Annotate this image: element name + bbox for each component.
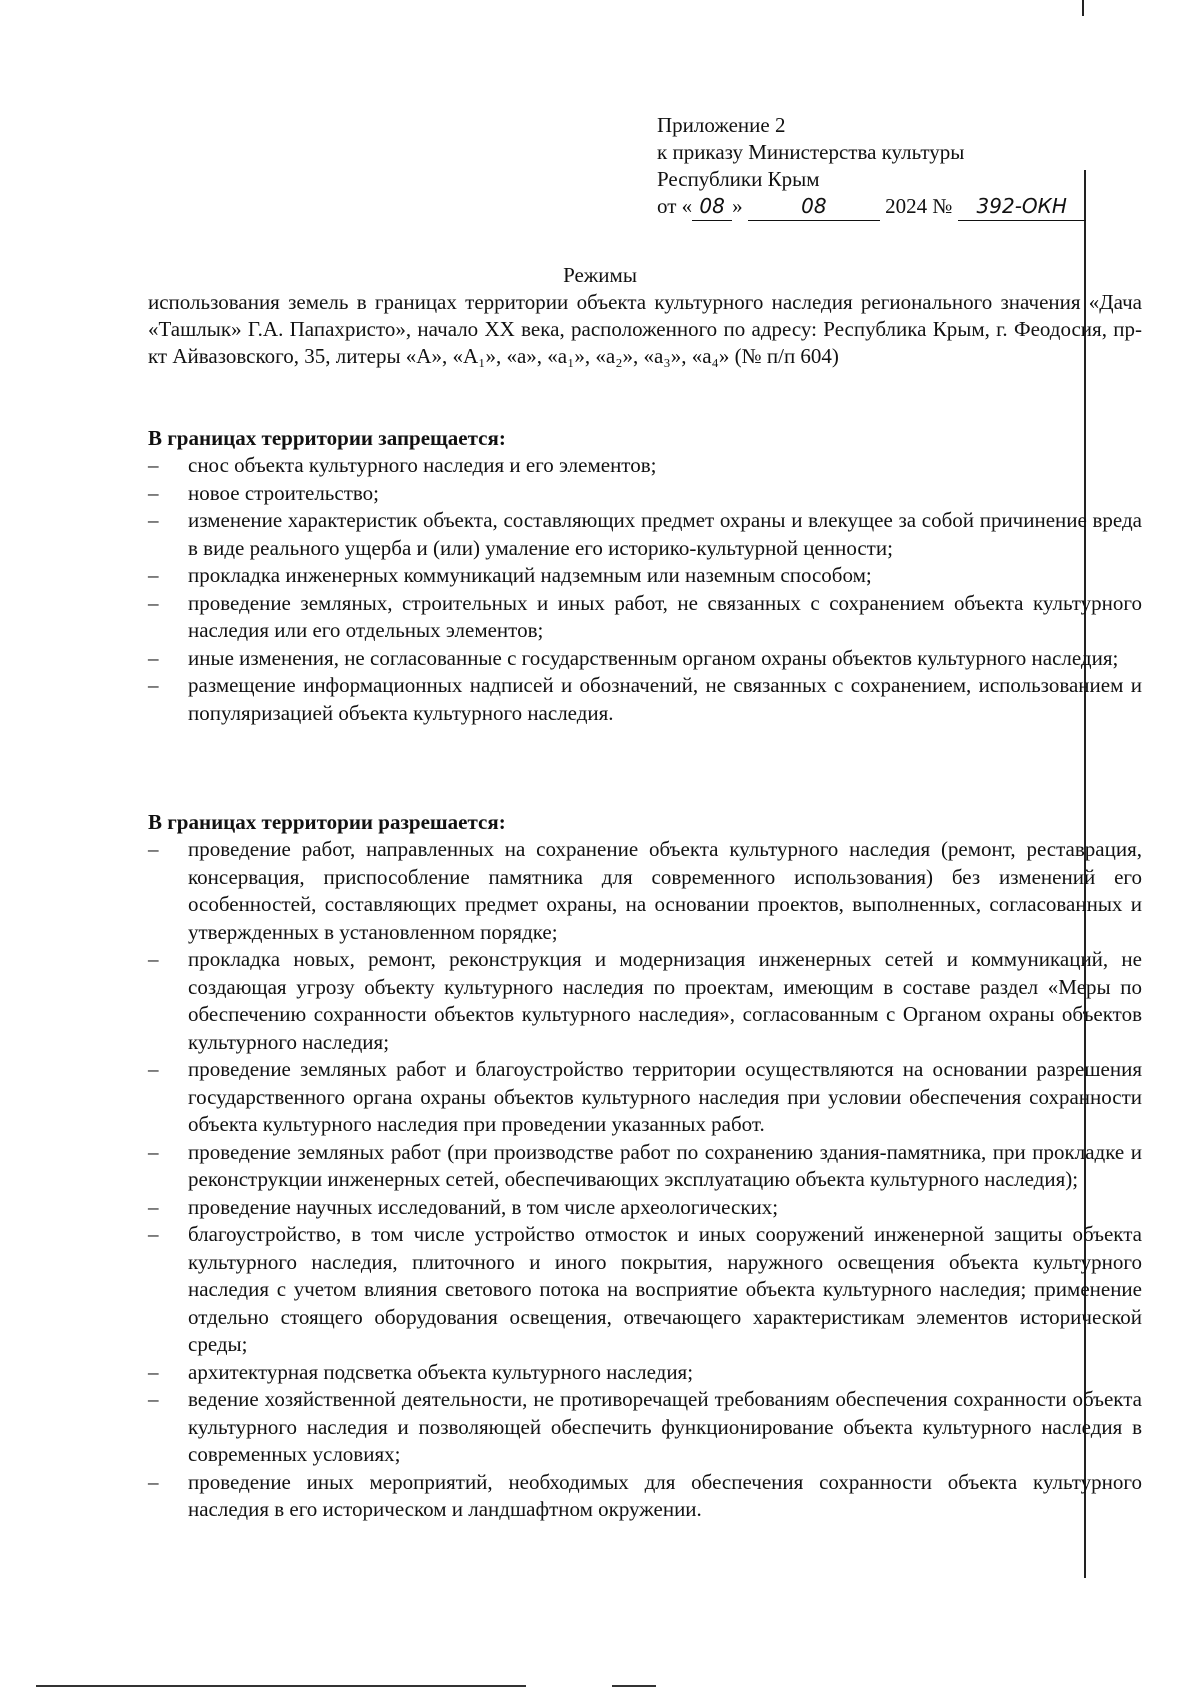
- list-item: – прокладка инженерных коммуникаций надземным или наземным способом;: [148, 562, 1142, 590]
- document-title: Режимы: [563, 263, 637, 287]
- list-item: – архитектурная подсветка объекта культурного наследия;: [148, 1359, 1142, 1387]
- list-item: – проведение земляных работ и благоустройство территории осуществляются на основании разрешения государственного органа охраны объектов культурного наследия при условии обеспечения сохранности объекта культурного наследия при проведении указанных работ.: [148, 1056, 1142, 1139]
- permitted-list: [148, 836, 1142, 1524]
- footer-rule-right: [612, 1685, 656, 1687]
- list-item: – снос объекта культурного наследия и его элементов;: [148, 452, 1142, 480]
- footer-rule-left: [36, 1685, 526, 1687]
- order-number: 392-ОКН: [958, 193, 1086, 221]
- permitted-section: [148, 809, 1142, 1524]
- list-item: – проведение иных мероприятий, необходимых для обеспечения сохранности объекта культурного наследия в его историческом и ландшафтном окружении.: [148, 1469, 1142, 1524]
- list-item: – размещение информационных надписей и обозначений, не связанных с сохранением, использованием и популяризацией объекта культурного наследия.: [148, 672, 1142, 727]
- list-item: – проведение земляных работ (при производстве работ по сохранению здания-памятника, при прокладке и реконструкции инженерных сетей, обеспечивающих эксплуатацию объекта культурного наследия);: [148, 1139, 1142, 1194]
- order-date-line: [657, 193, 1117, 221]
- list-item: – ведение хозяйственной деятельности, не противоречащей требованиям обеспечения сохранности объекта культурного наследия и позволяющей обеспечить функционирование объекта культурного наследия в современных условиях;: [148, 1386, 1142, 1469]
- list-item: – благоустройство, в том числе устройство отмосток и иных сооружений инженерной защиты объекта культурного наследия, плиточного и иного покрытия, наружного освещения объекта культурного наследия с учетом влияния светового потока на восприятие объекта культурного наследия; применение отдельно стоящего оборудования освещения, отвечающего характеристикам элементов исторической среды;: [148, 1221, 1142, 1359]
- prohibited-section: [148, 425, 1142, 727]
- prohibited-list: [148, 452, 1142, 727]
- list-item: – проведение земляных, строительных и иных работ, не связанных с сохранением объекта культурного наследия или его отдельных элементов;: [148, 590, 1142, 645]
- date-prefix: от «: [657, 194, 693, 218]
- list-item: – проведение научных исследований, в том числе археологических;: [148, 1194, 1142, 1222]
- list-item: – иные изменения, не согласованные с государственным органом охраны объектов культурного наследия;: [148, 645, 1142, 673]
- scan-edge-mark: [1082, 0, 1084, 16]
- permitted-heading: В границах территории разрешается:: [148, 810, 506, 834]
- list-item: – новое строительство;: [148, 480, 1142, 508]
- order-day: 08: [692, 193, 732, 221]
- list-item: – проведение работ, направленных на сохранение объекта культурного наследия (ремонт, реставрация, консервация, приспособление памятника для современного использования) без изменений его особенностей, составляющих предмет охраны, на основании проектов, выполненных, согласованных и утвержденных в установленном порядке;: [148, 836, 1142, 946]
- appendix-header: [657, 112, 1117, 221]
- year-prefix: 2024 №: [885, 194, 953, 218]
- prohibited-heading: В границах территории запрещается:: [148, 426, 506, 450]
- date-mid: »: [732, 194, 743, 218]
- order-month: 08: [748, 193, 880, 221]
- document-intro: использования земель в границах территории объекта культурного наследия регионального значения «Дача «Ташлык» Г.А. Папахристо», начало XX века, расположенного по адресу: Республика Крым, г. Феодосия, пр-кт Айвазовского, 35, литеры «А», «А₁», «а», «а₁», «а₂», «а₃», «а₄» (№ п/п 604): [148, 290, 1142, 368]
- ministry-region: Республики Крым: [657, 167, 820, 191]
- list-item: – изменение характеристик объекта, составляющих предмет охраны и влекущее за собой причинение вреда в виде реального ущерба и (или) умаление его историко-культурной ценности;: [148, 507, 1142, 562]
- list-item: – прокладка новых, ремонт, реконструкция и модернизация инженерных сетей и коммуникаций, не создающая угрозу объекту культурного наследия по проектам, имеющим в составе раздел «Меры по обеспечению сохранности объектов культурного наследия», согласованным с Органом охраны объектов культурного наследия;: [148, 946, 1142, 1056]
- appendix-number: Приложение 2: [657, 113, 786, 137]
- order-reference: к приказу Министерства культуры: [657, 140, 965, 164]
